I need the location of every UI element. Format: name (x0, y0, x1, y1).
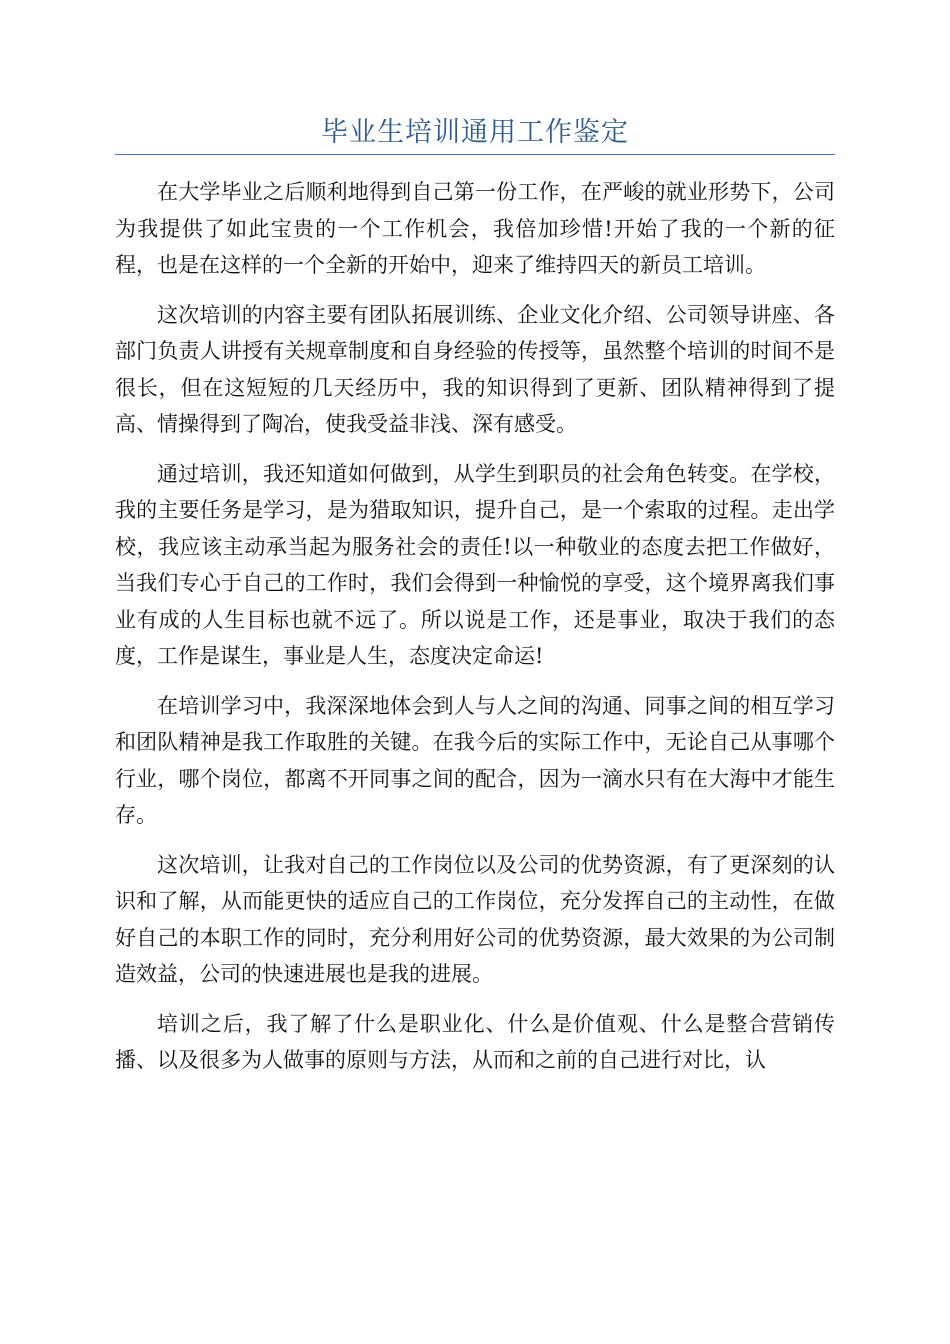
paragraph-2: 这次培训的内容主要有团队拓展训练、企业文化介绍、公司领导讲座、各部门负责人讲授有关规章制度和自身经验的传授等，虽然整个培训的时间不是很长，但在这短短的几天经历中，我的知识得到了更新、团队精神得到了提高、情操得到了陶冶，使我受益非浅、深有感受。 (115, 302, 835, 436)
paragraph-1: 在大学毕业之后顺利地得到自己第一份工作，在严峻的就业形势下，公司为我提供了如此宝贵的一个工作机会，我倍加珍惜!开始了我的一个新的征程，也是在这样的一个全新的开始中，迎来了维持四天的新员工培训。 (115, 180, 835, 277)
document-body (115, 174, 835, 1092)
paragraph-6: 培训之后，我了解了什么是职业化、什么是价值观、什么是整合营销传播、以及很多为人做事的原则与方法，从而和之前的自己进行对比，认 (115, 1011, 835, 1072)
paragraph-4: 在培训学习中，我深深地体会到人与人之间的沟通、同事之间的相互学习和团队精神是我工作取胜的关键。在我今后的实际工作中，无论自己从事哪个行业，哪个岗位，都离不开同事之间的配合，因为一滴水只有在大海中才能生存。 (115, 693, 835, 827)
paragraph-3: 通过培训，我还知道如何做到，从学生到职员的社会角色转变。在学校，我的主要任务是学习，是为猎取知识，提升自己，是一个索取的过程。走出学校，我应该主动承当起为服务社会的责任!以一种敬业的态度去把工作做好，当我们专心于自己的工作时，我们会得到一种愉悦的享受，这个境界离我们事业有成的人生目标也就不远了。所以说是工作，还是事业，取决于我们的态度，工作是谋生，事业是人生，态度决定命运! (115, 461, 835, 668)
document-title: 毕业生培训通用工作鉴定 (321, 117, 629, 148)
title-underline (115, 154, 835, 155)
paragraph-5: 这次培训，让我对自己的工作岗位以及公司的优势资源，有了更深刻的认识和了解，从而能更快的适应自己的工作岗位，充分发挥自己的主动性，在做好自己的本职工作的同时，充分利用好公司的优势资源，最大效果的为公司制造效益，公司的快速进展也是我的进展。 (115, 852, 835, 986)
